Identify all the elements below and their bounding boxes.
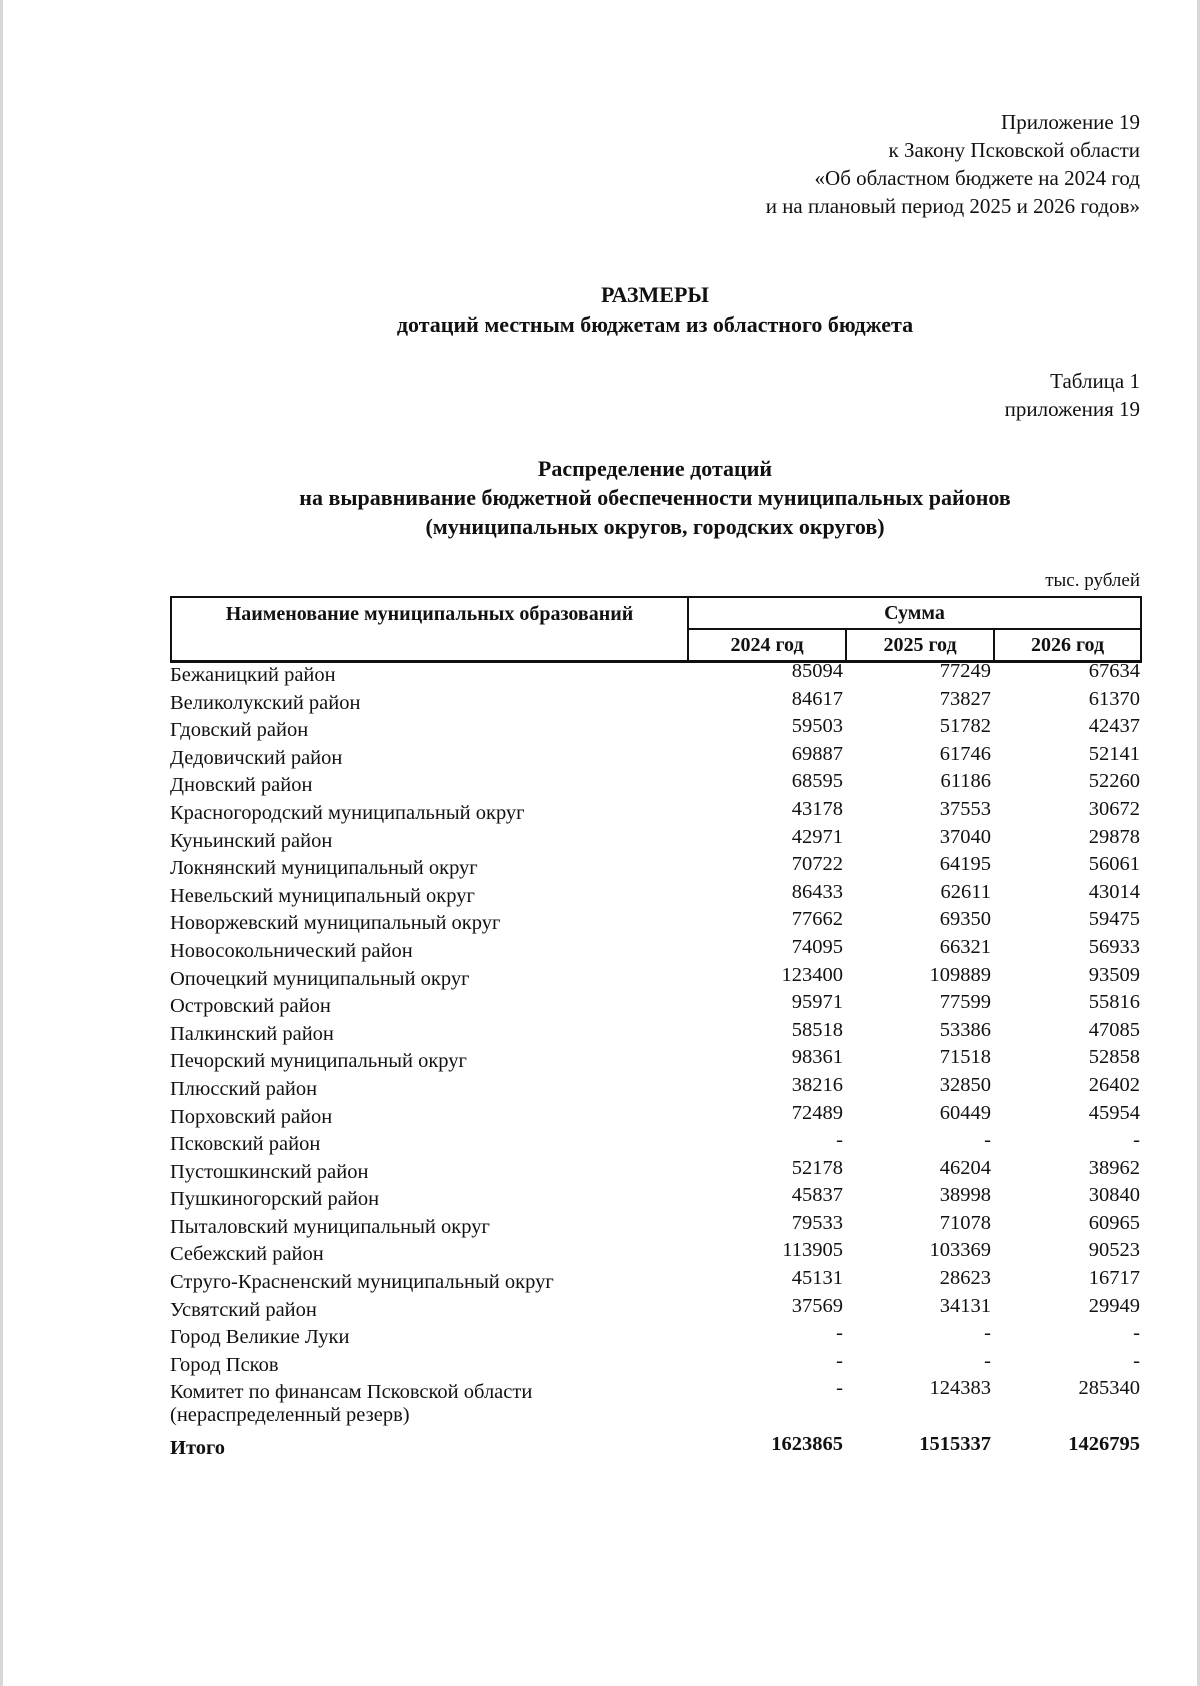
row-value-2026: - — [1133, 1129, 1140, 1152]
row-value-2024: 74095 — [791, 935, 843, 958]
row-value-2025: 66321 — [939, 935, 991, 958]
table-row — [170, 1295, 1140, 1323]
row-value-2024: 58518 — [791, 1018, 843, 1041]
row-value-2026: 47085 — [1088, 1018, 1140, 1041]
row-value-2026: 56933 — [1088, 935, 1140, 958]
table-row — [170, 1074, 1140, 1102]
table-row — [170, 881, 1140, 909]
row-name: Пыталовский муниципальный округ — [170, 1215, 490, 1238]
table-row-total — [170, 1433, 1140, 1461]
row-name: Палкинский район — [170, 1022, 334, 1045]
row-value-2024: 45131 — [791, 1267, 843, 1290]
row-name: Бежаницкий район — [170, 664, 336, 686]
row-value-2024: 98361 — [791, 1046, 843, 1069]
header-name-cell — [172, 598, 689, 660]
table-row — [170, 826, 1140, 854]
row-value-2026: 60965 — [1088, 1211, 1140, 1234]
table-title-line-2: на выравнивание бюджетной обеспеченности муниципальных районов — [299, 485, 1011, 510]
table-row — [170, 770, 1140, 798]
table-row — [170, 715, 1140, 743]
table-row — [170, 1212, 1140, 1240]
table-row — [170, 1322, 1140, 1350]
row-value-2024: 113905 — [782, 1239, 843, 1262]
table-row — [170, 1350, 1140, 1378]
row-value-2024: 68595 — [791, 770, 843, 793]
row-name: Дедовичский район — [170, 746, 343, 769]
units-label: тыс. рублей — [1045, 570, 1140, 591]
row-name: Пушкиногорский район — [170, 1188, 380, 1211]
appendix-line-4: и на плановый период 2025 и 2026 годов» — [765, 194, 1140, 218]
appendix-header — [766, 108, 1140, 220]
row-value-2026: 29878 — [1088, 825, 1140, 848]
header-year-2026: 2026 год — [1030, 634, 1105, 656]
row-value-2024: 37569 — [791, 1294, 843, 1317]
row-value-2025: 46204 — [939, 1156, 991, 1179]
row-name: Пустошкинский район — [170, 1160, 369, 1183]
row-value-2026: 61370 — [1088, 687, 1140, 710]
table-row — [170, 964, 1140, 992]
row-value-2025: 38998 — [939, 1184, 991, 1207]
table-row — [170, 1102, 1140, 1130]
table-row — [170, 1046, 1140, 1074]
row-name: Порховский район — [170, 1105, 333, 1128]
table-body — [170, 660, 1140, 1461]
row-name: Гдовский район — [170, 719, 309, 742]
row-value-2025: 34131 — [939, 1294, 991, 1317]
table-title-line-3: (муниципальных округов, городских округов) — [425, 514, 885, 539]
row-value-2025: 69350 — [939, 908, 991, 931]
row-value-2026: 56061 — [1088, 853, 1140, 876]
row-value-2026: 285340 — [1078, 1377, 1140, 1400]
row-value-2026: 52260 — [1088, 770, 1140, 793]
row-value-2026: 42437 — [1088, 715, 1140, 738]
row-value-2024: - — [836, 1322, 843, 1345]
row-value-2024: - — [836, 1377, 843, 1400]
row-value-2025: 51782 — [939, 715, 991, 738]
row-name: Новоржевский муниципальный округ — [170, 912, 501, 935]
row-name: Плюсский район — [170, 1077, 318, 1100]
row-value-2026: 93509 — [1088, 963, 1140, 986]
appendix-line-3: «Об областном бюджете на 2024 год — [814, 166, 1140, 190]
row-value-2025: 37553 — [939, 797, 991, 820]
row-value-2024: 38216 — [791, 1073, 843, 1096]
table-row — [170, 798, 1140, 826]
table-row — [170, 908, 1140, 936]
row-name: Опочецкий муниципальный округ — [170, 967, 470, 990]
appendix-line-1: Приложение 19 — [1001, 110, 1140, 134]
row-value-2024: 45837 — [791, 1184, 843, 1207]
row-value-2024: 84617 — [791, 687, 843, 710]
scan-edge-left — [0, 0, 3, 1686]
row-value-2024: 79533 — [791, 1211, 843, 1234]
row-name: Дновский район — [170, 774, 313, 797]
row-value-2024: 95971 — [791, 991, 843, 1014]
row-name: Струго-Красненский муниципальный округ — [170, 1271, 554, 1294]
row-name: Город Великие Луки — [170, 1326, 350, 1349]
table-row — [170, 660, 1140, 688]
row-value-2025: 37040 — [939, 825, 991, 848]
row-name: Усвятский район — [170, 1298, 317, 1321]
row-name: Локнянский муниципальный округ — [170, 857, 478, 880]
row-value-2026: 30672 — [1088, 797, 1140, 820]
row-value-2025: 71518 — [939, 1046, 991, 1069]
row-value-2025: 103369 — [929, 1239, 991, 1262]
row-value-2025: 109889 — [929, 963, 991, 986]
row-value-2024: 85094 — [791, 660, 843, 682]
row-value-2026: - — [1133, 1349, 1140, 1372]
row-value-2024: - — [836, 1129, 843, 1152]
table-title-line-1: Распределение дотаций — [537, 456, 773, 481]
row-value-2024: 123400 — [781, 963, 843, 986]
header-sum: Сумма — [689, 598, 1140, 630]
row-value-2024: 72489 — [791, 1101, 843, 1124]
row-value-2026: 29949 — [1088, 1294, 1140, 1317]
row-name: Невельский муниципальный округ — [170, 884, 475, 907]
title-line-2: дотаций местным бюджетам из областного бюджета — [396, 312, 914, 337]
row-value-2026: 16717 — [1088, 1267, 1140, 1290]
row-value-2025: 71078 — [939, 1211, 991, 1234]
row-value-2025: - — [984, 1322, 991, 1345]
row-value-2025: 28623 — [939, 1267, 991, 1290]
row-value-2025: 61746 — [939, 742, 991, 765]
document-title — [170, 280, 1140, 340]
reserve-name-line-1: Комитет по финансам Псковской области — [170, 1381, 533, 1404]
total-value-2025: 1515337 — [919, 1433, 991, 1456]
row-value-2024: 59503 — [791, 715, 843, 738]
row-value-2025: 124383 — [929, 1377, 991, 1400]
row-name: Великолукский район — [170, 691, 361, 714]
row-name: Печорский муниципальный округ — [170, 1050, 467, 1073]
row-value-2026: 55816 — [1088, 991, 1140, 1014]
row-value-2025: 64195 — [939, 853, 991, 876]
row-value-2025: 53386 — [939, 1018, 991, 1041]
row-name: Новосокольнический район — [170, 939, 413, 962]
row-value-2024: 69887 — [791, 742, 843, 765]
row-name: Островский район — [170, 995, 331, 1018]
total-label: Итого — [170, 1437, 226, 1460]
row-value-2025: 32850 — [939, 1073, 991, 1096]
table-row — [170, 936, 1140, 964]
title-line-1: РАЗМЕРЫ — [600, 282, 710, 307]
table-note-line-1: Таблица 1 — [1050, 369, 1140, 393]
table-row — [170, 991, 1140, 1019]
table-row — [170, 1157, 1140, 1185]
row-name: Город Псков — [170, 1353, 279, 1376]
row-name: Себежский район — [170, 1243, 324, 1266]
row-value-2026: 90523 — [1088, 1239, 1140, 1262]
row-value-2026: 38962 — [1088, 1156, 1140, 1179]
header-name: Наименование муниципальных образований — [225, 603, 634, 625]
table-row — [170, 1129, 1140, 1157]
table-title — [170, 454, 1140, 541]
row-value-2026: 52858 — [1088, 1046, 1140, 1069]
row-value-2024: 86433 — [791, 880, 843, 903]
row-value-2026: 52141 — [1088, 742, 1140, 765]
total-value-2026: 1426795 — [1068, 1433, 1140, 1456]
row-value-2024: 43178 — [791, 797, 843, 820]
row-value-2024: 77662 — [791, 908, 843, 931]
table-row — [170, 1184, 1140, 1212]
row-value-2025: 62611 — [940, 880, 991, 903]
table-row — [170, 853, 1140, 881]
table-row — [170, 1239, 1140, 1267]
row-name — [170, 1381, 532, 1427]
row-value-2024: 70722 — [791, 853, 843, 876]
row-name: Псковский район — [170, 1133, 321, 1156]
row-name: Красногородский муниципальный округ — [170, 801, 525, 824]
table-row-reserve — [170, 1377, 1140, 1433]
table-note — [1005, 367, 1140, 423]
row-value-2025: 77249 — [939, 660, 991, 682]
table-row — [170, 743, 1140, 771]
row-value-2025: 60449 — [939, 1101, 991, 1124]
row-value-2026: 45954 — [1088, 1101, 1140, 1124]
row-value-2026: 26402 — [1088, 1073, 1140, 1096]
row-value-2024: 52178 — [791, 1156, 843, 1179]
header-year-2025: 2025 год — [847, 630, 995, 660]
row-value-2025: - — [984, 1129, 991, 1152]
reserve-name-line-2: (нераспределенный резерв) — [170, 1404, 410, 1427]
row-value-2026: 67634 — [1088, 660, 1140, 682]
appendix-line-2: к Закону Псковской области — [888, 138, 1140, 162]
table-header — [170, 596, 1142, 663]
table-row — [170, 688, 1140, 716]
table-row — [170, 1267, 1140, 1295]
table-row — [170, 1019, 1140, 1047]
row-value-2025: 73827 — [939, 687, 991, 710]
row-value-2026: 43014 — [1088, 880, 1140, 903]
header-year-2024: 2024 год — [689, 630, 847, 660]
table-note-line-2: приложения 19 — [1004, 397, 1140, 421]
row-name: Куньинский район — [170, 829, 333, 852]
row-value-2025: 61186 — [940, 770, 991, 793]
row-value-2026: 30840 — [1088, 1184, 1140, 1207]
row-value-2025: 77599 — [939, 991, 991, 1014]
row-value-2025: - — [984, 1349, 991, 1372]
row-value-2024: 42971 — [791, 825, 843, 848]
row-value-2026: 59475 — [1088, 908, 1140, 931]
row-value-2026: - — [1133, 1322, 1140, 1345]
total-value-2024: 1623865 — [771, 1433, 843, 1456]
row-value-2024: - — [836, 1349, 843, 1372]
